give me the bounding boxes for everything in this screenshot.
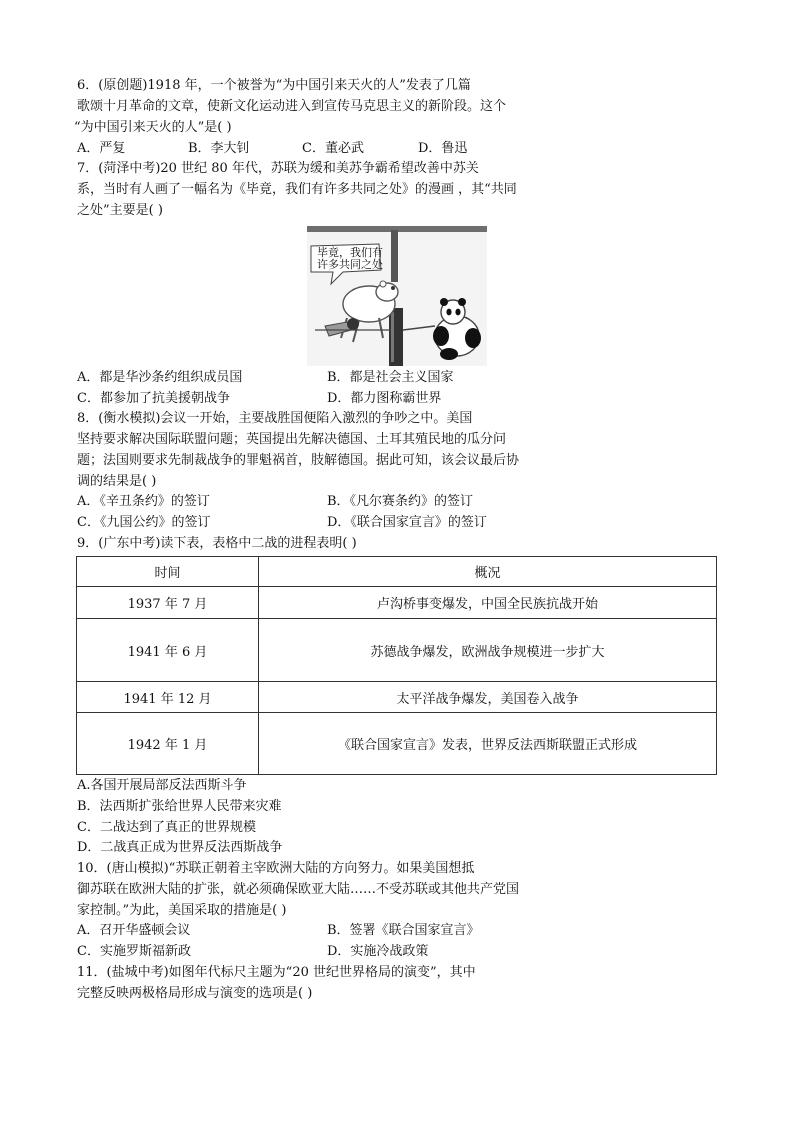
q6-option-a: A．严复 bbox=[77, 141, 126, 156]
table-cell-overview: 苏德战争爆发，欧洲战争规模进一步扩大 bbox=[259, 619, 717, 682]
table-row bbox=[77, 682, 717, 713]
q10-option-a: A．召开华盛顿会议 bbox=[77, 923, 191, 938]
cartoon-image bbox=[307, 226, 487, 366]
q6-option-c: C．董必武 bbox=[302, 141, 364, 156]
q7-stem-line3: 之处”主要是( ) bbox=[77, 203, 163, 218]
q7-stem-line2: 系，当时有人画了一幅名为《毕竟，我们有许多共同之处》的漫画 ，其“共同 bbox=[77, 182, 517, 197]
table-cell-overview: 太平洋战争爆发，美国卷入战争 bbox=[259, 682, 717, 713]
q9-war-timeline-table bbox=[76, 556, 717, 775]
q6-option-b: B．李大钊 bbox=[188, 141, 250, 156]
table-cell-time: 1941 年 12 月 bbox=[77, 682, 259, 713]
table-cell-overview: 卢沟桥事变爆发，中国全民族抗战开始 bbox=[259, 587, 717, 619]
q8-option-b: B．《凡尔赛条约》的签订 bbox=[327, 494, 474, 509]
q7-option-d: D．都力图称霸世界 bbox=[327, 391, 442, 406]
q8-option-a: A．《辛丑条约》的签订 bbox=[77, 494, 210, 509]
table-row bbox=[77, 587, 717, 619]
q10-option-c: C．实施罗斯福新政 bbox=[77, 944, 191, 959]
table-header-overview: 概况 bbox=[259, 557, 717, 587]
q6-stem-line3: “为中国引来天火的人”是( ) bbox=[74, 120, 232, 135]
cartoon-caption-line2: 许多共同之处 bbox=[317, 258, 383, 271]
q10-stem-line1: 10．(唐山模拟)“苏联正朝着主宰欧洲大陆的方向努力。如果美国想抵 bbox=[77, 861, 475, 876]
q9-option-a: A.各国开展局部反法西斯斗争 bbox=[77, 778, 247, 793]
q8-stem-line4: 调的结果是( ) bbox=[77, 474, 157, 489]
q7-option-b: B．都是社会主义国家 bbox=[327, 370, 454, 385]
table-row bbox=[77, 713, 717, 775]
q6-stem-line2: 歌颂十月革命的文章，使新文化运动进入到宣传马克思主义的新阶段。这个 bbox=[77, 99, 507, 114]
q11-stem-line2: 完整反映两极格局形成与演变的选项是( ) bbox=[77, 986, 313, 1001]
q11-stem-line1: 11．(盐城中考)如图年代标尺主题为“20 世纪世界格局的演变”，其中 bbox=[77, 965, 476, 980]
table-header-time: 时间 bbox=[77, 557, 259, 587]
q8-stem-line3: 题；法国则要求先制裁战争的罪魁祸首，肢解德国。据此可知，该会议最后协 bbox=[77, 453, 520, 468]
q9-option-c: C．二战达到了真正的世界规模 bbox=[77, 820, 256, 835]
q7-stem-line1: 7．(菏泽中考)20 世纪 80 年代，苏联为缓和美苏争霸希望改善中苏关 bbox=[77, 161, 479, 176]
q6-stem-line1: 6．(原创题)1918 年，一个被誉为“为中国引来天火的人”发表了几篇 bbox=[77, 78, 471, 93]
table-cell-time: 1942 年 1 月 bbox=[77, 713, 259, 775]
q7-option-c: C．都参加了抗美援朝战争 bbox=[77, 391, 230, 406]
q9-stem-line1: 9．(广东中考)读下表，表格中二战的进程表明( ) bbox=[77, 536, 357, 551]
table-row bbox=[77, 619, 717, 682]
q10-option-b: B．签署《联合国家宣言》 bbox=[327, 923, 480, 938]
q10-option-d: D．实施冷战政策 bbox=[327, 944, 429, 959]
q10-stem-line3: 家控制。”为此，美国采取的措施是( ) bbox=[77, 903, 287, 918]
q9-option-b: B．法西斯扩张给世界人民带来灾难 bbox=[77, 799, 282, 814]
q10-stem-line2: 御苏联在欧洲大陆的扩张，就必须确保欧亚大陆……不受苏联或其他共产党国 bbox=[77, 882, 520, 897]
table-cell-time: 1941 年 6 月 bbox=[77, 619, 259, 682]
q8-option-c: C．《九国公约》的签订 bbox=[77, 515, 211, 530]
q8-stem-line2: 坚持要求解决国际联盟问题；英国提出先解决德国、土耳其殖民地的瓜分问 bbox=[77, 432, 507, 447]
table-cell-time: 1937 年 7 月 bbox=[77, 587, 259, 619]
q8-option-d: D．《联合国家宣言》的签订 bbox=[327, 515, 487, 530]
q6-option-d: D．鲁迅 bbox=[418, 141, 468, 156]
q8-stem-line1: 8．(衡水模拟)会议一开始，主要战胜国便陷入激烈的争吵之中。美国 bbox=[77, 411, 473, 426]
table-header-row bbox=[77, 557, 717, 587]
cartoon-illustration bbox=[307, 226, 487, 366]
cartoon-caption-line1: 毕竟，我们有 bbox=[317, 246, 383, 259]
q9-option-d: D．二战真正成为世界反法西斯战争 bbox=[77, 840, 283, 855]
table-cell-overview: 《联合国家宣言》发表，世界反法西斯联盟正式形成 bbox=[259, 713, 717, 775]
q7-option-a: A．都是华沙条约组织成员国 bbox=[77, 370, 243, 385]
